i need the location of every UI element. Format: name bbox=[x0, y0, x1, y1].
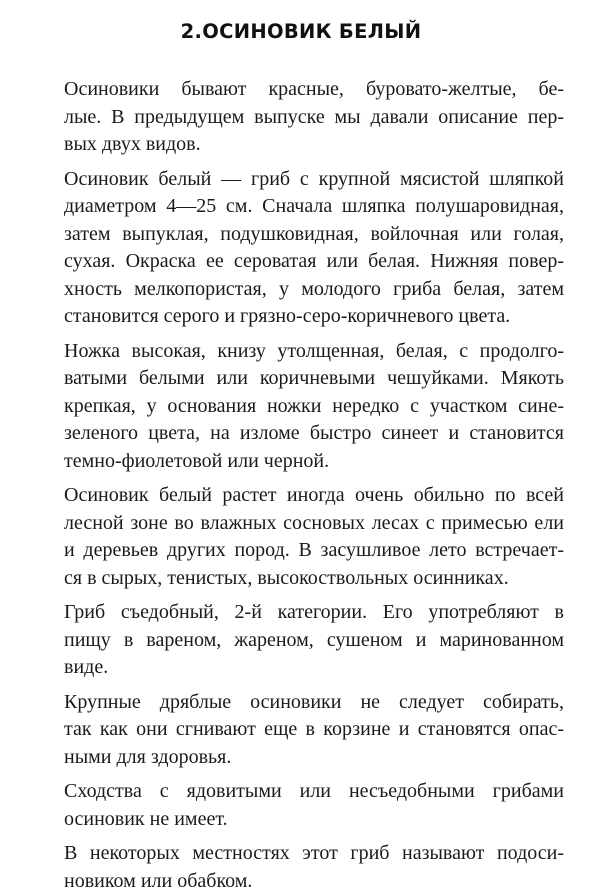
text-line: Осиновик белый растет иногда очень обильно по всей bbox=[38, 482, 564, 510]
text-line: ными для здоровья. bbox=[38, 744, 564, 772]
text-line: ватыми белыми или коричневыми чешуйками. Мякоть bbox=[38, 365, 564, 393]
paragraph-local-names bbox=[38, 840, 564, 895]
text-line: и деревьев других пород. В засушливое лето встречает- bbox=[38, 537, 564, 565]
text-line: вых двух видов. bbox=[38, 131, 564, 159]
text-line: темно-фиолетовой или черной. bbox=[38, 448, 564, 476]
text-line: Осиновики бывают красные, буровато-желтые, бе- bbox=[38, 76, 564, 104]
text-line: затем выпуклая, подушковидная, войлочная или голая, bbox=[38, 221, 564, 249]
text-line: диаметром 4—25 см. Сначала шляпка полушаровидная, bbox=[38, 193, 564, 221]
paragraph-intro bbox=[38, 76, 564, 159]
text-line: ся в сырых, тенистых, высокоствольных осинниках. bbox=[38, 565, 564, 593]
text-line: сухая. Окраска ее сероватая или белая. Нижняя повер- bbox=[38, 248, 564, 276]
text-line: В некоторых местностях этот гриб называют подоси- bbox=[38, 840, 564, 868]
text-line: хность мелкопористая, у молодого гриба белая, затем bbox=[38, 276, 564, 304]
text-line: Гриб съедобный, 2-й категории. Его употребляют в bbox=[38, 599, 564, 627]
paragraph-lookalikes bbox=[38, 778, 564, 833]
article-title: 2.ОСИНОВИК БЕЛЫЙ bbox=[38, 20, 564, 44]
text-line: виде. bbox=[38, 654, 564, 682]
text-line: так как они сгнивают еще в корзине и становятся опас- bbox=[38, 716, 564, 744]
text-line: Ножка высокая, книзу утолщенная, белая, с продолго- bbox=[38, 338, 564, 366]
text-line: крепкая, у основания ножки нередко с участком сине- bbox=[38, 393, 564, 421]
paragraph-stem-description bbox=[38, 338, 564, 476]
text-line: Сходства с ядовитыми или несъедобными грибами bbox=[38, 778, 564, 806]
text-line: осиновик не имеет. bbox=[38, 806, 564, 834]
paragraph-warning bbox=[38, 689, 564, 772]
paragraph-cap-description bbox=[38, 166, 564, 331]
text-line: лые. В предыдущем выпуске мы давали описание пер- bbox=[38, 104, 564, 132]
text-line: Осиновик белый — гриб с крупной мясистой шляпкой bbox=[38, 166, 564, 194]
text-line: Крупные дряблые осиновики не следует собирать, bbox=[38, 689, 564, 717]
paragraph-edibility bbox=[38, 599, 564, 682]
text-line: лесной зоне во влажных сосновых лесах с примесью ели bbox=[38, 510, 564, 538]
text-line: становится серого и грязно-серо-коричневого цвета. bbox=[38, 303, 564, 331]
text-line: пищу в вареном, жареном, сушеном и маринованном bbox=[38, 627, 564, 655]
text-line: новиком или обабком. bbox=[38, 868, 564, 895]
paragraph-habitat bbox=[38, 482, 564, 592]
text-line: зеленого цвета, на изломе быстро синеет и становится bbox=[38, 420, 564, 448]
